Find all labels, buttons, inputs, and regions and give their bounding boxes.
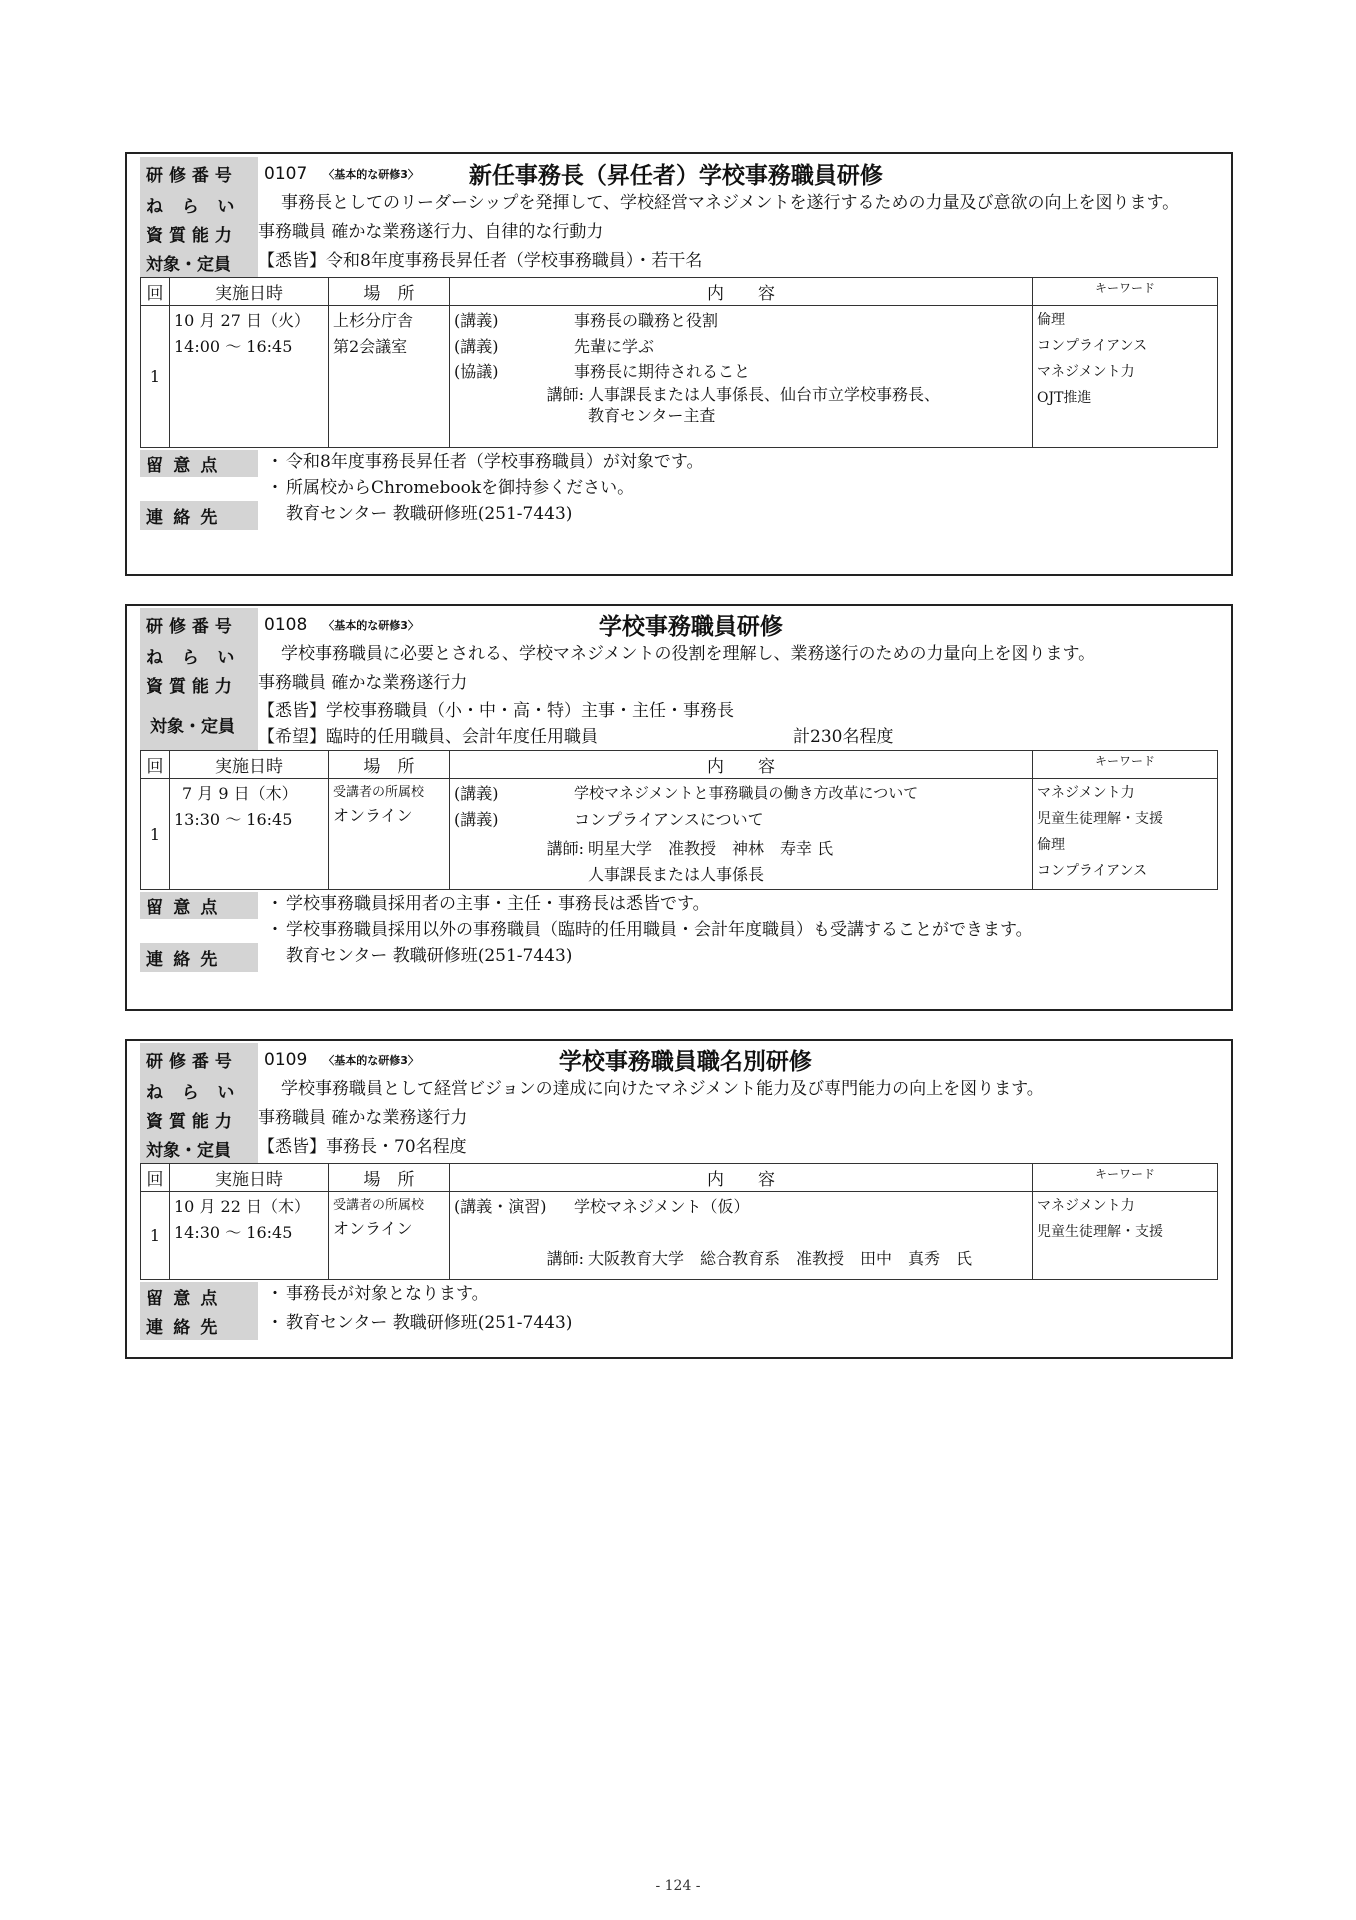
content-text: 事務長の職務と役割 [574,311,719,330]
session-content [450,779,1033,890]
session-keywords [1033,779,1218,890]
notes-label: 留意点 [140,892,258,919]
note-item [264,476,703,502]
session-keywords [1033,306,1218,448]
session-content [450,1192,1033,1280]
col-content: 内 容 [450,751,1033,779]
competency-row [127,1105,1231,1134]
course-number-row [127,608,1231,641]
note-item [264,918,1033,944]
schedule-table [140,1163,1218,1280]
course-number-row [127,1043,1231,1076]
bullet-icon: ・ [266,919,284,940]
contact-text: 教育センター 教職研修班(251-7443) [286,946,573,967]
bullet-icon: ・ [266,1284,284,1304]
content-tag: (講義) [454,336,499,356]
keyword: OJT推進 [1037,389,1092,406]
contact-item [258,1311,572,1340]
aim-label: ねらい [140,1076,258,1105]
notes-list [258,450,703,501]
aim-text: 学校事務職員として経営ビジョンの達成に向けたマネジメント能力及び専門能力の向上を図ります。 [281,1079,1044,1099]
lecturer-line-2 [454,862,1028,888]
col-no: 回 [141,278,170,306]
note-item [264,892,1033,918]
course-category: 〈基本的な研修3〉 [323,1053,419,1067]
col-content: 内 容 [450,1164,1033,1192]
aim-label: ねらい [140,641,258,670]
content-tag: (協議) [454,362,499,382]
session-keywords [1033,1192,1218,1280]
lecturer-text-2: 人事課長または人事係長 [588,864,765,884]
contact-label: 連絡先 [140,501,258,530]
contact-label: 連絡先 [140,1311,258,1340]
content-tag: (講義) [454,311,499,330]
course-title: 新任事務長（昇任者）学校事務職員研修 [468,163,883,189]
table-row [141,306,1218,448]
schedule-header [141,751,1218,779]
contact-text: 教育センター 教職研修班(251-7443) [286,504,573,524]
content-tag: (講義) [454,809,499,829]
col-no: 回 [141,751,170,779]
note-item [264,450,703,476]
session-date: 10 月 27 日（火） [174,311,310,330]
table-row [141,779,1218,890]
session-date: 10 月 22 日（木） [174,1197,310,1216]
target-row [127,699,1231,750]
note-text: 事務長が対象となります。 [286,1284,489,1304]
contact-row [127,943,1231,972]
notes-row [127,1282,1231,1311]
session-time: 13:30 〜 16:45 [174,809,293,829]
keyword: 倫理 [1037,312,1065,328]
keyword: コンプライアンス [1037,337,1148,354]
lecturer-tag: 講師: [546,839,584,859]
course-title: 学校事務職員職名別研修 [558,1049,812,1075]
lecturer-name: 人事課長または人事係長、仙台市立学校事務長、 [588,384,941,404]
competency-text: 事務職員 確かな業務遂行力、自律的な行動力 [258,222,604,242]
lecturer-text [588,385,940,427]
content-line [454,1194,1028,1220]
place-line-1: 受講者の所属校 [333,1198,425,1213]
place-line-2: オンライン [333,1219,413,1239]
course-number: 0107 [264,163,308,184]
target-lines [258,699,893,750]
session-content [450,306,1033,448]
lecturer-line [454,1246,1028,1272]
aim-row [127,641,1231,670]
content-tag: (講義) [454,784,499,803]
competency-label: 資質能力 [140,219,258,248]
target-label: 対象・定員 [140,699,258,750]
course-title: 学校事務職員研修 [598,614,783,640]
col-keyword: キーワード [1033,278,1218,306]
aim-label: ねらい [140,190,258,219]
target-row [127,1134,1231,1163]
number-label: 研修番号 [140,1043,258,1076]
notes-row [127,892,1231,943]
session-time: 14:00 〜 16:45 [174,336,293,356]
content-line [454,359,1028,385]
course-number: 0109 [264,1049,308,1070]
session-no: 1 [141,1192,170,1280]
number-label: 研修番号 [140,157,258,190]
session-datetime [170,306,329,448]
competency-text: 事務職員 確かな業務遂行力 [258,673,468,693]
target-text: 【悉皆】事務長・70名程度 [258,1137,467,1157]
col-date: 実施日時 [170,1164,329,1192]
bullet-icon: ・ [266,1313,284,1333]
note-item [264,1282,489,1308]
keyword: 倫理 [1037,836,1065,853]
target-capacity: 計230名程度 [793,726,894,747]
place-line-2: 第2会議室 [333,336,408,356]
lecturer-tag: 講師: [546,384,584,404]
session-no: 1 [141,779,170,890]
course-card-0107 [125,152,1233,576]
number-label: 研修番号 [140,608,258,641]
content-text: コンプライアンスについて [574,809,764,829]
target-line-2-text: 【希望】臨時的任用職員、会計年度任用職員 [258,726,598,747]
note-text: 学校事務職員採用者の主事・主任・事務長は悉皆です。 [286,894,710,915]
content-text: 学校マネジメント（仮） [574,1197,750,1216]
content-line [454,308,1028,334]
content-text: 事務長に期待されること [574,362,751,382]
keyword: マネジメント力 [1037,363,1135,380]
course-card-0108 [125,604,1233,1011]
schedule-header [141,1164,1218,1192]
note-text: 令和8年度事務長昇任者（学校事務職員）が対象です。 [286,452,704,472]
col-date: 実施日時 [170,751,329,779]
note-text: 学校事務職員採用以外の事務職員（臨時的任用職員・会計年度職員）も受講することができます。 [286,919,1033,940]
target-line-2 [258,725,893,751]
aim-row [127,190,1231,219]
target-text: 【悉皆】令和8年度事務長昇任者（学校事務職員）・若干名 [258,251,703,271]
col-place: 場 所 [329,1164,450,1192]
target-label: 対象・定員 [140,1134,258,1163]
content-text: 学校マネジメントと事務職員の働き方改革について [574,784,919,802]
col-keyword: キーワード [1033,1164,1218,1192]
target-label: 対象・定員 [140,248,258,277]
place-line-2: オンライン [333,806,413,826]
course-category: 〈基本的な研修3〉 [323,167,419,181]
session-time: 14:30 〜 16:45 [174,1222,293,1242]
col-place: 場 所 [329,278,450,306]
col-no: 回 [141,1164,170,1192]
notes-label: 留意点 [140,450,258,477]
lecturer-indent [454,862,588,888]
contact-label: 連絡先 [140,943,258,972]
col-content: 内 容 [450,278,1033,306]
notes-label: 留意点 [140,1282,258,1311]
keyword: マネジメント力 [1037,1198,1135,1214]
course-category: 〈基本的な研修3〉 [323,618,419,632]
competency-row [127,670,1231,699]
keyword: マネジメント力 [1037,785,1135,801]
course-number: 0108 [264,614,308,635]
content-line [454,334,1028,360]
session-datetime [170,1192,329,1280]
notes-row [127,450,1231,501]
session-no: 1 [141,306,170,448]
competency-text: 事務職員 確かな業務遂行力 [258,1108,468,1128]
target-row [127,248,1231,277]
competency-label: 資質能力 [140,670,258,699]
course-card-0109 [125,1039,1233,1359]
notes-list [258,1282,489,1311]
lecturer-line [454,836,1028,862]
place-line-1: 上杉分庁舎 [333,311,414,330]
keyword: 児童生徒理解・支援 [1037,810,1163,827]
content-tag: (講義・演習) [454,1197,547,1216]
competency-row [127,219,1231,248]
keyword: 児童生徒理解・支援 [1037,1223,1163,1240]
aim-row [127,1076,1231,1105]
content-text: 先輩に学ぶ [574,336,655,356]
notes-list [258,892,1033,943]
lecturer-text: 大阪教育大学 総合教育系 准教授 田中 真秀 氏 [588,1248,973,1268]
session-place [329,306,450,448]
aim-text: 学校事務職員に必要とされる、学校マネジメントの役割を理解し、業務遂行のための力量向上を図ります。 [281,644,1096,664]
contact-text: 教育センター 教職研修班(251-7443) [286,1313,573,1333]
content-line [454,807,1028,833]
place-line-1: 受講者の所属校 [333,785,425,800]
contact-row [127,1311,1231,1340]
competency-label: 資質能力 [140,1105,258,1134]
schedule-table [140,277,1218,448]
note-text: 所属校からChromebookを御持参ください。 [286,477,635,498]
col-date: 実施日時 [170,278,329,306]
session-date: 7 月 9 日（木） [182,784,298,803]
page-number: - 124 - [655,1878,701,1894]
schedule-table [140,750,1218,890]
lecturer-text: 明星大学 准教授 神林 寿幸 氏 [588,839,834,859]
target-line-1: 【悉皆】学校事務職員（小・中・高・特）主事・主任・事務長 [258,701,734,721]
col-place: 場 所 [329,751,450,779]
schedule-header [141,278,1218,306]
bullet-icon: ・ [266,452,284,472]
session-datetime [170,779,329,890]
content-line [454,781,1028,807]
keyword: コンプライアンス [1037,862,1148,879]
col-keyword: キーワード [1033,751,1218,779]
aim-text: 事務長としてのリーダーシップを発揮して、学校経営マネジメントを遂行するための力量及び意欲の向上を図ります。 [281,193,1180,213]
bullet-icon: ・ [266,894,284,915]
course-number-row [127,157,1231,190]
contact-row [127,501,1231,530]
bullet-icon: ・ [266,477,284,498]
lecturer-line [454,385,1028,427]
session-place [329,1192,450,1280]
table-row [141,1192,1218,1280]
lecturer-name-2: 教育センター主査 [588,405,716,425]
session-place [329,779,450,890]
lecturer-tag: 講師: [546,1248,584,1268]
